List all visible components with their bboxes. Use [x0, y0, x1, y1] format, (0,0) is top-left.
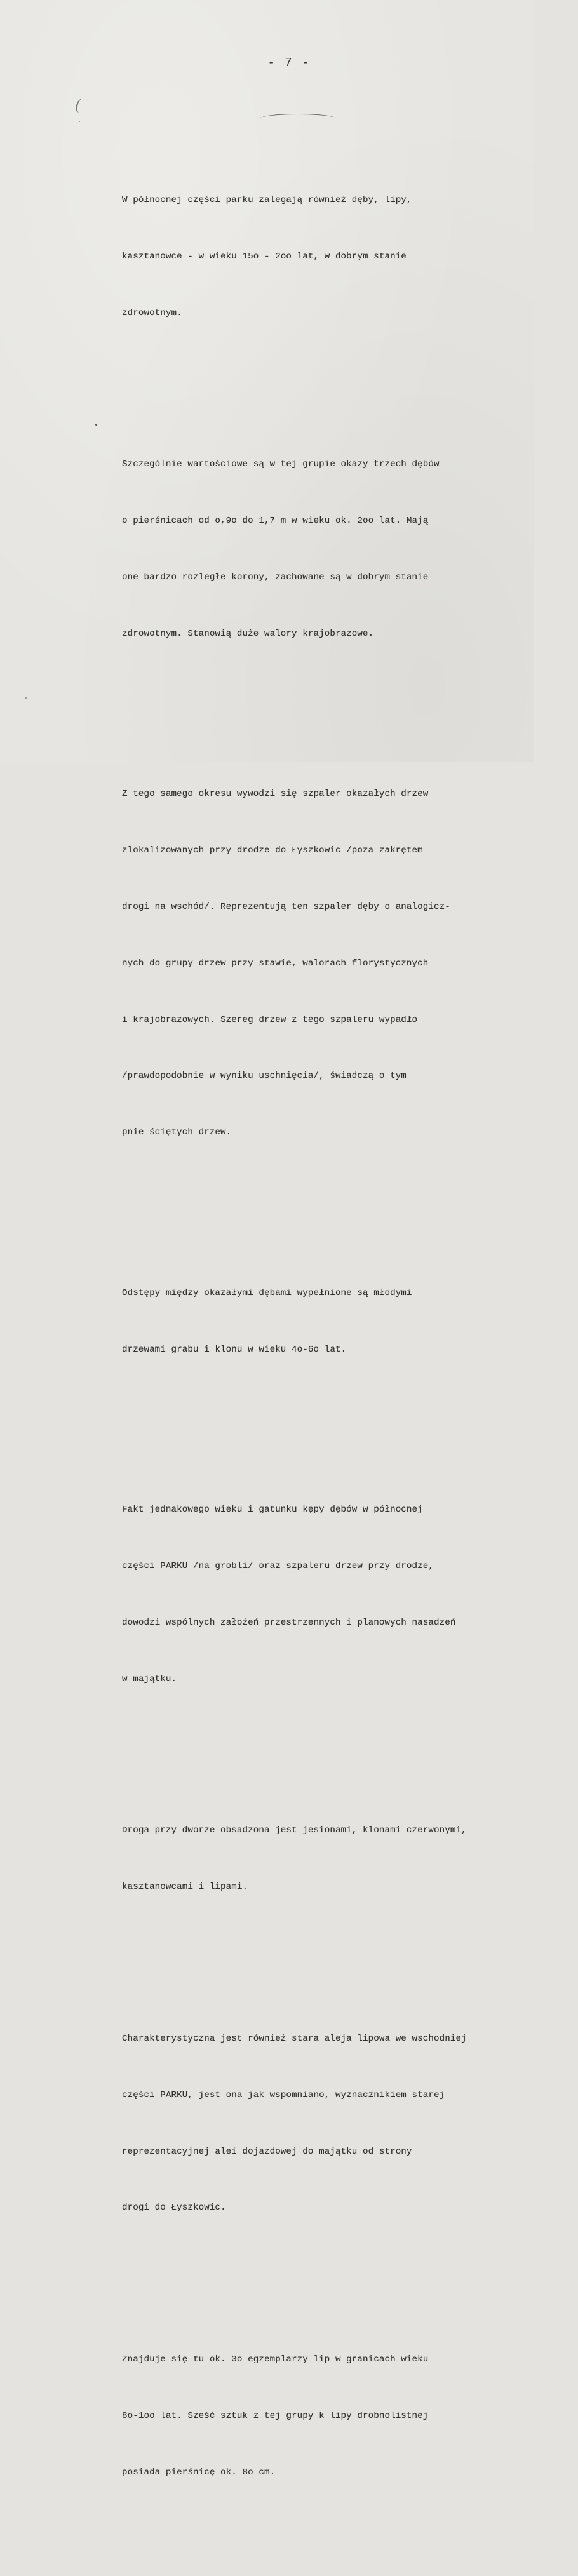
page-number: - 7 -	[267, 56, 311, 70]
margin-dot	[79, 121, 80, 122]
paragraph-northern-park	[122, 154, 528, 361]
text-line: nych do grupy drzew przy stawie, walorach florystycznych	[122, 958, 429, 969]
text-line: reprezentacyjnej alei dojazdowej do majątku od strony	[122, 2146, 412, 2157]
paragraph-same-age	[122, 1463, 528, 1726]
text-line: kasztanowce - w wieku 15o - 2oo lat, w dobrym stanie	[122, 251, 407, 262]
text-line: pnie ściętych drzew.	[122, 1127, 232, 1138]
text-line: części PARKU /na grobli/ oraz szpaleru drzew przy drodze,	[122, 1561, 434, 1572]
margin-dot	[95, 424, 97, 426]
paragraph-tree-row	[122, 748, 528, 1180]
text-line: drzewami grabu i klonu w wieku 4o-6o lat.	[122, 1344, 347, 1355]
text-line: zlokalizowanych przy drodze do Łyszkowic /poza zakrętem	[122, 845, 423, 856]
text-line: kasztanowcami i lipami.	[122, 1882, 248, 1893]
text-line: zdrowotnym. Stanowią duże walory krajobrazowe.	[122, 628, 374, 639]
text-line: drogi na wschód/. Reprezentują ten szpaler dęby o analogicz-	[122, 901, 450, 912]
text-line: zdrowotnym.	[122, 307, 182, 318]
margin-annotation-mark: (	[75, 97, 81, 114]
paragraph-three-oaks	[122, 418, 528, 681]
text-line: w majątku.	[122, 1674, 177, 1684]
margin-dot	[25, 697, 27, 699]
typewritten-body	[122, 97, 528, 2576]
text-line: Odstępy między okazałymi dębami wypełnione są młodymi	[122, 1287, 412, 1298]
text-line: Droga przy dworze obsadzona jest jesionami, klonami czerwonymi,	[122, 1825, 467, 1836]
paragraph-linden-alley	[122, 1992, 528, 2255]
paragraph-gaps-filled	[122, 1247, 528, 1397]
text-line: Szczególnie wartościowe są w tej grupie okazy trzech dębów	[122, 459, 440, 470]
text-line: drogi do Łyszkowic.	[122, 2203, 226, 2213]
text-line: dowodzi wspólnych założeń przestrzennych i planowych nasadzeń	[122, 1617, 456, 1628]
text-line: posiada pierśnicę ok. 8o cm.	[122, 2467, 276, 2478]
text-line: 8o-1oo lat. Sześć sztuk z tej grupy k lipy drobnolistnej	[122, 2410, 429, 2421]
text-line: Fakt jednakowego wieku i gatunku kępy dębów w północnej	[122, 1505, 423, 1515]
text-line: Znajduje się tu ok. 3o egzemplarzy lip w granicach wieku	[122, 2354, 429, 2365]
paragraph-linden-count	[122, 2313, 528, 2520]
text-line: części PARKU, jest ona jak wspomniano, wyznacznikiem starej	[122, 2090, 445, 2100]
text-line: i krajobrazowych. Szereg drzew z tego szpaleru wypadło	[122, 1014, 418, 1025]
text-line: Z tego samego okresu wywodzi się szpaler okazałych drzew	[122, 789, 429, 800]
text-line: one bardzo rozległe korony, zachowane są w dobrym stanie	[122, 572, 429, 582]
text-line: W północnej części parku zalegają również dęby, lipy,	[122, 194, 412, 205]
paragraph-manor-road	[122, 1784, 528, 1935]
text-line: /prawdopodobnie w wyniku uschnięcia/, świadczą o tym	[122, 1071, 407, 1082]
text-line: Charakterystyczna jest również stara aleja lipowa we wschodniej	[122, 2033, 467, 2044]
text-line: o pierśnicach od o,9o do 1,7 m w wieku ok. 2oo lat. Mają	[122, 516, 429, 527]
